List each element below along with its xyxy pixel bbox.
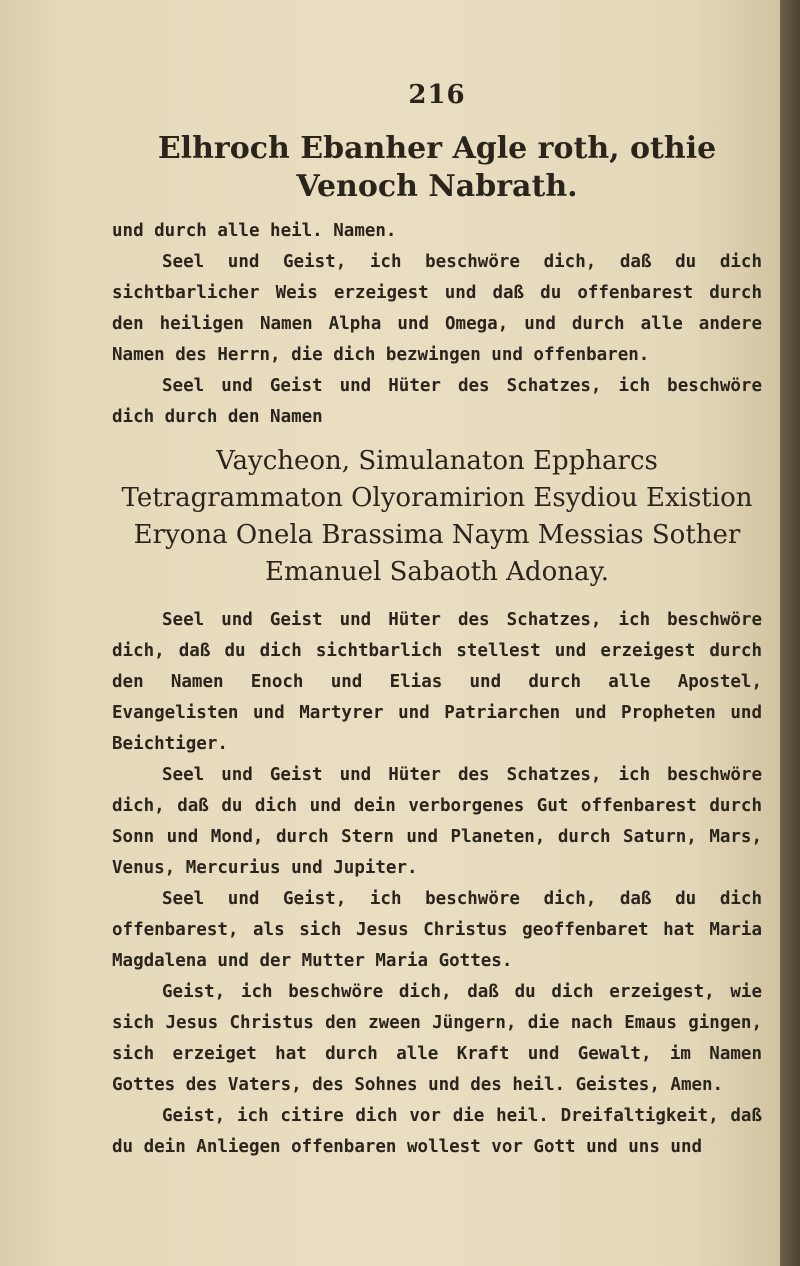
page-edge-shadow <box>780 0 800 1266</box>
page-number: 216 <box>408 80 466 110</box>
paragraph-3: Seel und Geist und Hüter des Schatzes, ich beschwöre dich durch den Namen <box>112 376 762 427</box>
paragraph-7: Geist, ich beschwöre dich, daß du dich erzeigest, wie sich Jesus Christus den zween Jüngern, die nach Emaus gingen, sich erzeiget hat durch alle Kraft und Gewalt, im Namen Gottes des Vaters, des Sohnes und des heil. Geistes, Amen. <box>112 982 762 1095</box>
paragraph-2: Seel und Geist, ich beschwöre dich, daß du dich sichtbarlicher Weis erzeigest und daß du offenbarest durch den heiligen Namen Alpha und Omega, und durch alle andere Namen des Herrn, die dich bezwingen und offenbaren. <box>112 252 762 365</box>
page-content <box>112 80 762 1163</box>
invocation-heading: Elhroch Ebanher Agle roth, othie Venoch Nabrath. <box>157 131 717 204</box>
paragraph-8: Geist, ich citire dich vor die heil. Dreifaltigkeit, daß du dein Anliegen offenbaren wollest vor Gott und uns und <box>112 1106 762 1157</box>
paragraph-5: Seel und Geist und Hüter des Schatzes, ich beschwöre dich, daß du dich und dein verborgenes Gut offenbarest durch Sonn und Mond, durch Stern und Planeten, durch Saturn, Mars, Venus, Mercurius und Jupiter. <box>112 765 762 878</box>
paragraph-6: Seel und Geist, ich beschwöre dich, daß du dich offenbarest, als sich Jesus Christus geoffenbaret hat Maria Magdalena und der Mutter Maria Gottes. <box>112 889 762 971</box>
paragraph-4: Seel und Geist und Hüter des Schatzes, ich beschwöre dich, daß du dich sichtbarlich stellest und erzeigest durch den Namen Enoch und Elias und durch alle Apostel, Evangelisten und Martyrer und Patriarchen und Propheten und Beichtiger. <box>112 610 762 754</box>
divine-names-block: Vaycheon, Simulanaton Eppharcs Tetragrammaton Olyoramirion Esydiou Existion Eryona Onela Brassima Naym Messias Sother Emanuel Sabaoth Adonay. <box>121 446 753 587</box>
paragraph-1: und durch alle heil. Namen. <box>112 221 397 241</box>
